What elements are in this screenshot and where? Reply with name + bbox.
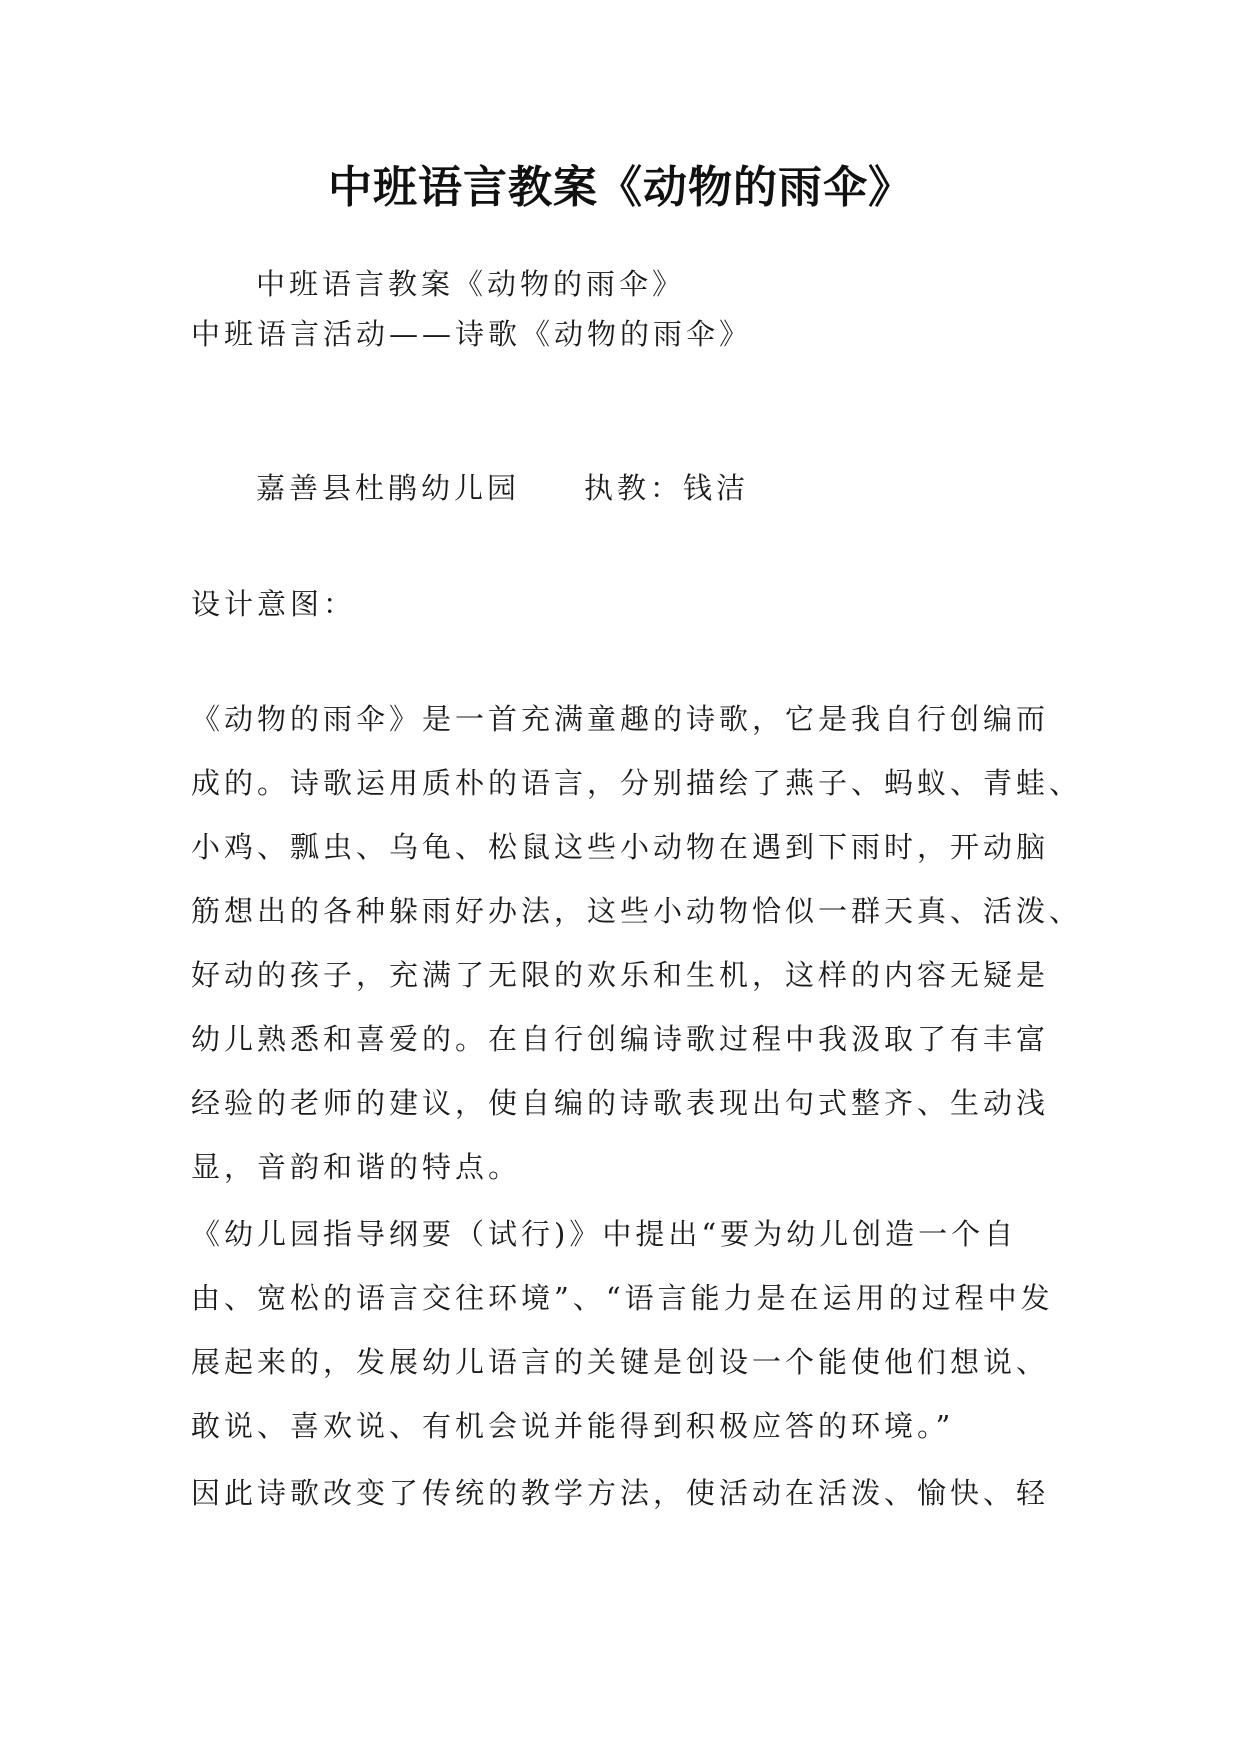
paragraph-line: 小鸡、瓢虫、乌龟、松鼠这些小动物在遇到下雨时，开动脑 (191, 830, 1050, 864)
paragraph-line: 《动物的雨伞》是一首充满童趣的诗歌，它是我自行创编而 (191, 702, 1050, 736)
teacher-name: 执教：钱洁 (584, 471, 750, 505)
paragraph-line: 因此诗歌改变了传统的教学方法，使活动在活泼、愉快、轻 (191, 1476, 1050, 1510)
paragraph-guideline (191, 1202, 1071, 1458)
paragraph-line: 好动的孩子，充满了无限的欢乐和生机，这样的内容无疑是 (191, 958, 1050, 992)
paragraph-line: 幼儿熟悉和喜爱的。在自行创编诗歌过程中我汲取了有丰富 (191, 1022, 1050, 1056)
paragraph-design-intent (191, 687, 1083, 1199)
section-heading: 设计意图： (191, 587, 357, 621)
paragraph-line: 《幼儿园指导纲要（试行)》中提出“要为幼儿创造一个自 (191, 1217, 1018, 1251)
subtitle-line-1: 中班语言教案《动物的雨伞》 (256, 267, 686, 301)
subtitle-line-2: 中班语言活动——诗歌《动物的雨伞》 (191, 317, 753, 351)
paragraph-line: 成的。诗歌运用质朴的语言，分别描绘了燕子、蚂蚁、青蛙、 (191, 766, 1083, 800)
paragraph-line: 敢说、喜欢说、有机会说并能得到积极应答的环境。” (191, 1409, 955, 1443)
paragraph-method (191, 1461, 1071, 1525)
paragraph-line: 展起来的，发展幼儿语言的关键是创设一个能使他们想说、 (191, 1345, 1050, 1379)
paragraph-line: 显，音韵和谐的特点。 (191, 1150, 522, 1184)
paragraph-line: 由、宽松的语言交往环境”、“语言能力是在运用的过程中发 (191, 1281, 1054, 1315)
document-title: 中班语言教案《动物的雨伞》 (328, 162, 913, 213)
paragraph-line: 筋想出的各种躲雨好办法，这些小动物恰似一群天真、活泼、 (191, 894, 1083, 928)
school-name: 嘉善县杜鹃幼儿园 (256, 471, 521, 505)
paragraph-line: 经验的老师的建议，使自编的诗歌表现出句式整齐、生动浅 (191, 1086, 1050, 1120)
